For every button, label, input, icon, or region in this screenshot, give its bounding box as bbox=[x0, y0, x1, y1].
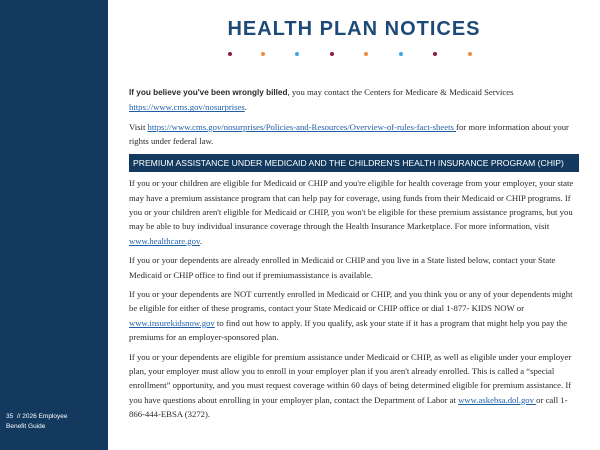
not-enrolled-paragraph bbox=[129, 287, 579, 345]
period: . bbox=[244, 102, 247, 113]
footer-separator: // bbox=[16, 413, 21, 420]
period: . bbox=[199, 235, 202, 246]
divider-dot bbox=[261, 52, 265, 56]
footer-guide-name-line2: Benefit Guide bbox=[6, 423, 46, 430]
visit-end-text: for more information about your rights under federal law. bbox=[129, 121, 569, 147]
decorative-dot-divider bbox=[0, 52, 600, 58]
page-footer bbox=[6, 412, 106, 432]
divider-dot bbox=[330, 52, 334, 56]
divider-dot bbox=[468, 52, 472, 56]
insurekidsnow-link[interactable]: www.insurekidsnow.gov bbox=[129, 317, 215, 328]
medicaid-eligibility-paragraph bbox=[129, 176, 579, 248]
divider-dot bbox=[364, 52, 368, 56]
visit-paragraph bbox=[129, 120, 579, 149]
page-number: 35 bbox=[6, 413, 14, 420]
divider-dot bbox=[295, 52, 299, 56]
special-enrollment-paragraph bbox=[129, 350, 579, 422]
wrongly-billed-lead: If you believe you've been wrongly billed bbox=[129, 88, 288, 97]
not-enrolled-end-text: to find out how to apply. If you qualify, ask your state if it has a program that might help you pay the premiums for an employer-sponsored plan. bbox=[129, 317, 568, 343]
divider-dot bbox=[228, 52, 232, 56]
medicaid-eligibility-text: If you or your children are eligible for Medicaid or CHIP and you're eligible for health coverage from your employer, your state may have a premium assistance program that can help pay for coverage, using funds from their Medicaid or CHIP programs. If you or your children aren't eligible for Medicaid or CHIP, you won't be eligible for these premium assistance programs, but you may be able to buy individual insurance coverage through the Health Insurance Marketplace. For more information, visit bbox=[129, 178, 574, 232]
special-enrollment-text: If you or your dependents are eligible for premium assistance under Medicaid or CHIP, as well as eligible under your employer plan, your employer must allow you to enroll in your employer plan if you aren't already enrolled. This is called a “special enrollment” opportunity, and you must request coverage within 60 days of being determined eligible for premium assistance. If you have questions about enrolling in your employer plan, contact the Department of Labor at bbox=[129, 351, 572, 405]
not-enrolled-text: If you or your dependents are NOT currently enrolled in Medicaid or CHIP, and you think you or any of your dependents might be eligible for either of these programs, contact your State Medicaid or CHIP office or dial 1-877- KIDS NOW or bbox=[129, 288, 573, 314]
footer-line-1 bbox=[6, 412, 106, 422]
cms-nosurprises-link[interactable]: https://www.cms.gov/nosurprises bbox=[129, 102, 245, 113]
already-enrolled-paragraph: If you or your dependents are already enrolled in Medicaid or CHIP and you live in a State listed below, contact your State Medicaid or CHIP office to find out if premiumassistance is available. bbox=[129, 255, 556, 280]
visit-text: Visit bbox=[129, 121, 148, 132]
footer-guide-name-line1: 2026 Employee bbox=[22, 413, 68, 420]
divider-dot bbox=[399, 52, 403, 56]
main-content bbox=[129, 85, 579, 427]
section-banner: PREMIUM ASSISTANCE UNDER MEDICAID AND THE CHILDREN'S HEALTH INSURANCE PROGRAM (CHIP) bbox=[129, 154, 579, 173]
special-enrollment-end-text: or call 1-866-444-EBSA (3272). bbox=[129, 394, 568, 420]
divider-dot bbox=[433, 52, 437, 56]
cms-fact-sheets-link[interactable]: https://www.cms.gov/nosurprises/Policies-and-Resources/Overview-of-rules-fact-sheets bbox=[147, 121, 457, 132]
wrongly-billed-paragraph bbox=[129, 85, 579, 115]
healthcare-gov-link[interactable]: www.healthcare.gov bbox=[129, 235, 200, 246]
askebsa-link[interactable]: www.askebsa.dol.gov bbox=[458, 394, 537, 405]
wrongly-billed-text: , you may contact the Centers for Medicare & Medicaid Services bbox=[287, 87, 514, 97]
page-title: HEALTH PLAN NOTICES bbox=[227, 18, 481, 40]
sidebar-panel bbox=[0, 0, 108, 450]
